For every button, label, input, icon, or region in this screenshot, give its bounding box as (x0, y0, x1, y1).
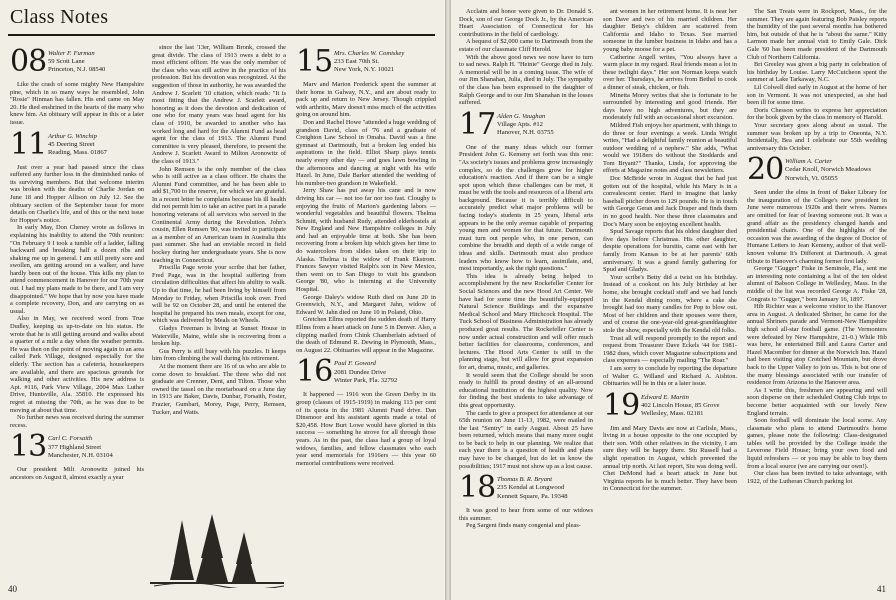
paragraph: George "Gugger" Fiske in Seminole, Fla., sent me an interesting note containing a list of the ten oldest alumni of Babson College in Wellesley, Mass. In the middle of the list was recorded George A. Fiske '28, Congrats to "Gugger," born January 16, 1897. (747, 265, 887, 303)
address-street: 402 Lincoln House, 85 Grove (641, 401, 720, 409)
paragraph: Bri Greeley was given a big party in celebration of his birthday by Louise. Larry McCutcheon spent the summer at Lake Tarkaway, N.C. (747, 61, 887, 84)
class-heading-17 (459, 106, 593, 142)
secretary-address (497, 474, 568, 501)
address-city: Manchester, N.H. 03104 (48, 451, 113, 459)
secretary-address (497, 111, 554, 138)
class-year: 20 (747, 152, 784, 188)
secretary-name: Walter F. Furman (48, 50, 95, 57)
header-rule (8, 34, 435, 36)
address-street: Cedar Knoll, Norwich Meadows (785, 166, 872, 174)
page-number: 40 (8, 584, 17, 594)
paragraph: Gladys Freeman is living at Sunset House in Waterville, Maine, while she is recovering from a broken hip. (152, 324, 286, 348)
paragraph: Catherine Angell writes, "You always have a warm place in my regard. Real friends mean a lot in these twilight days." Her son Norman keeps watch over her. Thursdays, he arrives from Bethel to cook a dinner of steak, chicken, or fish. (603, 53, 737, 91)
class-heading-08 (10, 44, 144, 79)
class-year: 17 (459, 106, 496, 142)
paragraph: Mildred Fish enjoys her apartment, with things to do three or four evenings a week. Linda Wright writes, "Had a delightful family reunion at beautiful outdoor wedding of a nephew." She adds, "What would we 1918ers do without the Stoddards and Tom Bryant?" Thanks, Linda, for approving the efforts at Magazine notes and class newsletters. (603, 121, 737, 175)
column-right-2 (603, 8, 737, 586)
paragraph: With the above good news we now have to turn to sad news. Ralph H. "Heinie" George died in July. A memorial will be in a coming issue. The wife of our Jim Shanahan, Julia, died in July. The sympathy of the class has been expressed to the daughter of Ralph George and to our Jim Shanahan in the losses suffered. (459, 53, 593, 107)
class-heading-20 (747, 152, 887, 188)
paragraph: It was good to hear from some of our widows this summer. (459, 507, 593, 522)
paragraph: Like the crash of some mighty New Hampshire pine, which in so many ways he resembled, John "Rosie" Hinman has fallen. His end came on May 20. He died enshrined in the hearts of the many who knew him. An obituary will appear in this or a later issue. (10, 81, 144, 126)
paragraph: One of the many ideas which our former President John G. Kemeny set forth was this one: "As society's issues and problems grow increasingly complex, so do the challenges grow for higher education's reaction. And if there can be a single spot upon which these challenges can be met, it must be with the tools and resources of a liberal arts background. Because it is terribly difficult to accurately predict what major problems will be facing today's students in 25 years, liberal arts appears to be the only avenue capable of preparing young men and women for that future. Dartmouth must turn out people who, in one person, can combine the breadth and depth of a wide range of ideas and skills. Dartmouth must also produce leaders who know how to learn, assimilate, and, most importantly, ask the right questions." (459, 143, 593, 273)
paragraph: Priscilla Page wrote your scribe that her father, Fred Page, was in the hospital suffering from circulation difficulties that affect his ability to walk. Up to that time, he had been living by himself from Monday to Friday, when Priscilla took over. Fred will be 92 on October 28, and until he entered the hospital he prepared his own meals, except for one, which was delivered by Meals on Wheels. (152, 264, 286, 325)
secretary-name: William A. Carter (785, 158, 832, 166)
address-city: New York, N.Y. 10021 (334, 66, 395, 74)
paragraph: It happened — 1916 won the Green Derby in its group (classes of 1915-1919) in making 113 per cent of its quota in the 1981 Alumni Fund drive. Dan Dinsmoor and his assistant agents made a total of $20,458. How Burt Lowe would have gloried in this success — something he strove for all through those years. As in the past, the class had a group of loyal widows, families, and fellow classmates who each year send memorials for 1916ers — this year 60 memorial contributions were received. (296, 391, 436, 467)
class-heading-15 (296, 44, 436, 79)
page-number: 41 (877, 584, 886, 594)
class-year: 08 (10, 44, 47, 79)
paragraph: Acclaim and honor were given to Dr. Donald S. Dock, son of our George Dock Jr., by the American Heart Association of Connecticut for his contributions in the field of cardiology. (459, 8, 593, 38)
secretary-address (334, 48, 404, 75)
address-city: Norwich, Vt. 05055 (785, 174, 838, 182)
address-street: Village Apts. #12 (497, 120, 543, 128)
column-left-3 (296, 44, 436, 584)
secretary-name: Edward E. Martin (641, 393, 689, 401)
class-year: 15 (296, 44, 333, 79)
paragraph: Trust all will respond promptly to the report and request from Treasurer Dave Eckels '44 for 1981-1982 dues, which cover Magazine subscriptions and class expenses — especially mailing "The Roar." (603, 334, 737, 365)
section-title: Class Notes (10, 6, 109, 28)
class-heading-16 (296, 354, 436, 390)
secretary-address (48, 433, 113, 460)
secretary-address (334, 358, 397, 385)
secretary-name: Paul F. Goward (334, 360, 376, 368)
column-right-3 (747, 8, 887, 578)
paragraph: Minetta Morey writes that she is fortunate to be surrounded by interesting and good friends. Her days have no high adventures, but they are moderately full with an occasional short excursion. (603, 91, 737, 122)
paragraph: Doris Chesson writes to express her appreciation for the book given by the class in memory of Harold. (747, 106, 887, 122)
paragraph: Jim and Mary Davis are now at Carlisle, Mass., living in a house opposite to the one occupied by their son. With other relatives in the vicinity, I am sure they will be happy there. Stu Russell had a slight operation in August, which prevented the annual trip north. At last report, Stu was doing well. Chet DeMond had a heart attack in June but Virginia reports he is much better. They have been in Connecticut for the summer. (603, 424, 737, 493)
paragraph: since the last '13er, William Bronk, crossed the great divide. The class of 1913 owes a debt to a most efficient officer. He was the only member of the class who was still active in the practice of his profession. But his devotion was recognized. At the suggestion of those in authority, he was awarded the Andrew J. Scarlett '10 citation, which reads: "It is most fitting that the Andrew J. Scarlett award, honoring as it does the devotion and dedication of one who for many years was head agent for his class of 1910, be awarded to another who has worked long and hard for the Alumni Fund as head agent for the class of 1913. The Alumni Fund committee is very pleased, therefore, to present the Andrew J. Scarlett Award to Milton Aronowitz of the class of 1913." (152, 44, 286, 165)
secretary-address (641, 392, 720, 419)
paragraph: As I write this, freshmen are appearing and will soon disperse on their scheduled Outing Club trips to become better acquainted with our lovely New England terrain. (747, 386, 887, 417)
class-year: 18 (459, 470, 496, 506)
address-city: Reading, Mass. 01867 (48, 148, 107, 156)
paragraph: It would seem that the College should be soon ready to fulfill its proud destiny of an all-around educational institution of the highest quality. Now for finding the best students to take advantage of this great opportunity. (459, 371, 593, 409)
paragraph: Peg Sargent finds many congenial and pleas- (466, 522, 581, 530)
column-left-2 (152, 44, 286, 506)
left-page (0, 0, 445, 600)
paragraph: Spud Savage reports that his oldest daughter died five days before Christmas. His other daughter, despite operations for bursitis, came east with her family from Kansas to be at her parents' 60th anniversary. It was a grand family gathering for Spud and Gladys. (603, 228, 737, 274)
class-year: 16 (296, 354, 333, 390)
paragraph: Our class has been invited to take advantage, with 1922, of the Lutheran Church parking lot (747, 470, 887, 485)
paragraph: No further news was received during the summer recess. (10, 414, 144, 429)
paragraph: Jerry Shaw has put away his cane and is now driving his car — not too far nor too fast. Cloughy is enjoying the fruits of Marion's gardening labors — wonderful vegetables and beautiful flowers. Thelma Schmitt, with husband Rudy, attended elderhostels at New England and New Hampshire colleges in July and had an enjoyable time at both. She has been recovering from a broken hip which gives her time to do watercolors from slides taken on their trip to Alaska. Thelma is the widow of Frank Ekstrom. Frances Sawyer visited Ralph's son in New Mexico, then went on to San Diego to visit his grandson George '80, who is interning at the University Hospital. (296, 187, 436, 294)
address-city: Winter Park, Fla. 32792 (334, 376, 398, 384)
paragraph: George Daley's widow Ruth died on June 20 in Greenwich, N.Y., and Margaret Jahn, widow of Edward W. Jahn died on June 10 in Poland, Ohio. (296, 293, 436, 316)
paragraph: Marv and Marion Frederick spent the summer at their home in Galway, N.Y., and are about ready to pack up and return to New Jersey. Though crippled with arthritis, Marv doesn't miss much of the activities going on around him. (296, 81, 436, 119)
paragraph: I am sorry to conclude by reporting the departure of Walter G. Willand and Richard A. Aishton. Obituaries will be in this or a later issue. (603, 364, 737, 388)
address-city: Wellesley, Mass. 02181 (641, 410, 704, 418)
column-right-1 (459, 8, 593, 586)
address-city: Hanover, N.H. 03755 (497, 129, 554, 137)
secretary-name: Alden G. Vaughan (497, 112, 546, 120)
class-heading-19 (603, 387, 737, 423)
class-year: 19 (603, 387, 640, 423)
secretary-address (785, 156, 871, 183)
paragraph: Don and Rachel Howe "attended a huge wedding of grandson David, class of '76 and a graduate of Creighton Law School in Omaha. David was a fine gymnast at Dartmouth, but a broken leg ended his aspirations in the field. Elliot Sharp plays tennis nearly every other day — and goes lawn bowling in the afternoons and dancing at night with his wife Hazel. In June, Dale Barker attended the wedding of his number-two grandson in Wakefield. (296, 118, 436, 187)
paragraph: Also in May, we received word from True Dudley, keeping us up-to-date on his status. He wrote that he is still getting around and walks about a quarter of a mile a day when the weather permits. He was then on the point of moving again to an area called Park Village, designed especially for the elderly. The section has a cafeteria, housekeepers are available, and there are spacious grounds for walking and other activities. His new address is Apt. #116, Park View Village, 2004 Max Luther Drive, Huntsville, Ala. 35810. He expressed his regret at missing the 70th, as he was due to be moving at about that time. (10, 315, 144, 414)
column-left-1 (10, 44, 144, 584)
paragraph: In early May, Don Cheney wrote as follows in explaining his inability to attend the 70th reunion: "On February 9 I took a tumble off a ladder, falling backward and breaking half a dozen ribs and shaking me up in general. I am still pretty sore and swollen, am getting around on a walker, and have hardly been out of the house. This kills my plan to attend commencement in Hanover for our 70th year out. I had my plans made to be there, and I am very disappointed." We hope that by now you have made a complete recovery, Don, and are carrying on as usual. (10, 224, 144, 315)
secretary-name: Arthur G. Winchip (48, 132, 97, 140)
paragraph: Doc McBride wrote in August that he had just gotten out of the hospital, while his Mary is in a convalescent center. Hard to imagine that lanky baseball pitcher down to 129 pounds. He is in touch with George Geran and Jack Draper and finds them in no good health. Nor these three classmates and Doc's Mary soon be enjoying excellent health. (603, 175, 737, 228)
paragraph: Just over a year had passed since the class suffered any further loss in the diminished ranks of its surviving members. But that welcome interim was broken with the deaths of Charlie Jordan on June 18 and Hopper Allison on July 12. See the obituary section of the September issue for more details on Charlie's life, and of this or the next issue for Hopper's notice. (10, 163, 144, 224)
paragraph: The San Treats were in Rockport, Mass., for the summer. They are again featuring Bob Paisley reports the humidity of the past several months has bothered him, but outside of that he is "about the same." Kitty Larmon made her annual visit to Emily Gale. Dick Gale '60 has been made president of the Dartmouth Club of Northern California. (747, 8, 887, 61)
address-city: Kennett Square, Pa. 19348 (497, 492, 568, 500)
pine-trees-illustration (150, 510, 284, 588)
paragraph: Our president Milt Aronowitz joined his ancestors on August 8, almost exactly a year (10, 466, 144, 481)
paragraph: Gus Perry is still busy with his puzzles. It keeps him from climbing the wall during his retirement. (152, 347, 286, 363)
paragraph: This idea is already being helped to accomplishment by the new Rockefeller Center for Social Sciences and the new Hood Art Center. We have had for some time the beautifully-equipped Natural Science Buildings and the expansive Medical School and Mary Hitchcock Hospital. The Tuck School of Business Administration has already produced great results. The Rockefeller Center is now under actual construction and will offer much better facilities for classrooms, conferences, and lectures. The Hood Arts Center is still in the planning stage, but will allow for great expansion for art, drama, music, and galleries. (459, 272, 593, 371)
class-heading-11 (10, 126, 144, 162)
address-street: 45 Deering Street (48, 140, 95, 148)
address-street: 233 East 70th St. (334, 58, 380, 66)
class-heading-13 (10, 429, 144, 465)
paragraph: Lil Colwell died early in August at the home of her son in Vermont. It was not unexpected, as she had been ill for some time. (747, 83, 887, 107)
secretary-name: Mrs. Charles W. Comiskey (334, 50, 405, 57)
secretary-address (48, 131, 107, 158)
address-street: 59 Scott Lane (48, 58, 85, 66)
paragraph: At the moment there are 16 of us who are able to come down to breakfast. The three who did not graduate are Crenner, Dent, and Tilton. Those who owned the tassel on the mortarboard on a June day in 1913 are Baker, Davis, Dunbar, Forsaith, Foster, Frazier, Gumbart, Morey, Page, Perry, Remsen, Tucker, and Watts. (152, 362, 286, 416)
paragraph: Your secretary goes along about as usual. The summer was broken up by a trip to Oneonta, N.Y. Incidentally, Bea and I celebrate our 55th wedding anniversary this October. (747, 121, 887, 152)
address-street: 235 Kendal at Longwood (497, 484, 565, 492)
secretary-address (48, 48, 105, 75)
address-street: 377 Highland Street (48, 443, 102, 451)
class-year: 13 (10, 429, 47, 465)
paragraph: Seen under the elms in front of Baker Library for the inauguration of the College's new president in June were numerous 1920s and their wives. Names are omitted for fear of leaving someone out. It was a grand affair as the presidency changed hands and presidential chairs. One of the highlights of the occasion was the awarding of the degree of Doctor of Humane Letters to Jean Kemeny, author of that well-known volume It's Different at Dartmouth. A great tribute to Hanover's charming former first lady. (747, 189, 887, 265)
paragraph: Your scribe's Betty did a twist on his birthday. Instead of a cookout on his July birthday at her home, she brought cocktail stuff and we had lunch in the Kendal dining room, where a cake she brought had too many candles for Pop to blow out. Most of her children and their spouses were there, and of course the one-year-old great-granddaughter stole the show, especially with the Kendal old folks. (603, 273, 737, 334)
address-city: Princeton, N.J. 08540 (48, 66, 106, 74)
secretary-name: Thomas B. R. Bryant (497, 476, 553, 484)
address-street: 2081 Dundee Drive (334, 368, 387, 376)
paragraph: ant women in her retirement home. It is near her son Dave and two of his married children. Her daughter Betsy's children are scattered from California and Idaho to Texas. Sue married someone in the lumber business in Idaho and has a young baby moose for a pet. (603, 8, 737, 53)
secretary-name: Carl C. Forsaith (48, 435, 93, 443)
paragraph: Hib Richter was a welcome visitor to the Hanover area in August. A dedicated Shriner, he came for the annual Shriners parade and Vermont-New Hampshire high school all-star football game. (The Vermonters were defeated by New Hampshire, 21-0.) While Hib was here, he entertained Bill and Laura Carter and Hazel Macomber for dinner at the Norwich Inn. Hazel had been visiting atop Crotched Mountain, but drove back to the Upper Valley to join us. This is but one of the many blessings associated with our transfer of residence from Arizona to the Hanover area. (747, 303, 887, 387)
class-heading-18 (459, 470, 593, 506)
paragraph: Gretchen Ellms reported the sudden death of Harry Ellms from a heart attack on June 5 in Denver. Also, a clipping mailed from Chink Chamberlain advised of the death of Edmund R. Dewing in Plymouth, Mass., on August 22. Obituaries will appear in the Magazine. (296, 316, 436, 354)
paragraph: Soon football will dominate the local scene. Any classmate who plans to attend Dartmouth's home games, please note the following: Class-designated tables will be provided by the College inside the Leverone Field House; bring your own food and liquid refreshers — or you may be able to buy them from a local source (we are carrying our own!). (747, 417, 887, 470)
paragraph: A bequest of $2,000 came to Dartmouth from the estate of our classmate Cliff Herold. (459, 38, 593, 53)
paragraph: The cards to give a prospect for attendance at our 65th reunion on June 11-13, 1982, were mailed in the last "Sentry" in early August. About 25 have been returned, which means that many more ought to be back to help in our planning. We realize that each year there is a question of health and plans may have to be changed, but do let us know the possibilities; 1917 must not show up as a lost cause. (459, 409, 593, 470)
right-page (451, 0, 896, 600)
paragraph: John Remsen is the only member of the class who is still active as a class officer. He chairs the Alumni Fund committee, and he has been able to add $1,700 to the reserve, for which we are grateful. In a recent letter he complains because his ill health did not permit him to take an active part in a parade honoring veterans of all services who served in the Continental Army during the Revolution. John's cousin, Ellen Remsen '80, was invited to participate as a member of an American team in Australia this past summer. She had an enviable record in field hockey during her undergraduate years. She is now teaching in Connecticut. (152, 165, 286, 264)
class-year: 11 (10, 126, 47, 162)
